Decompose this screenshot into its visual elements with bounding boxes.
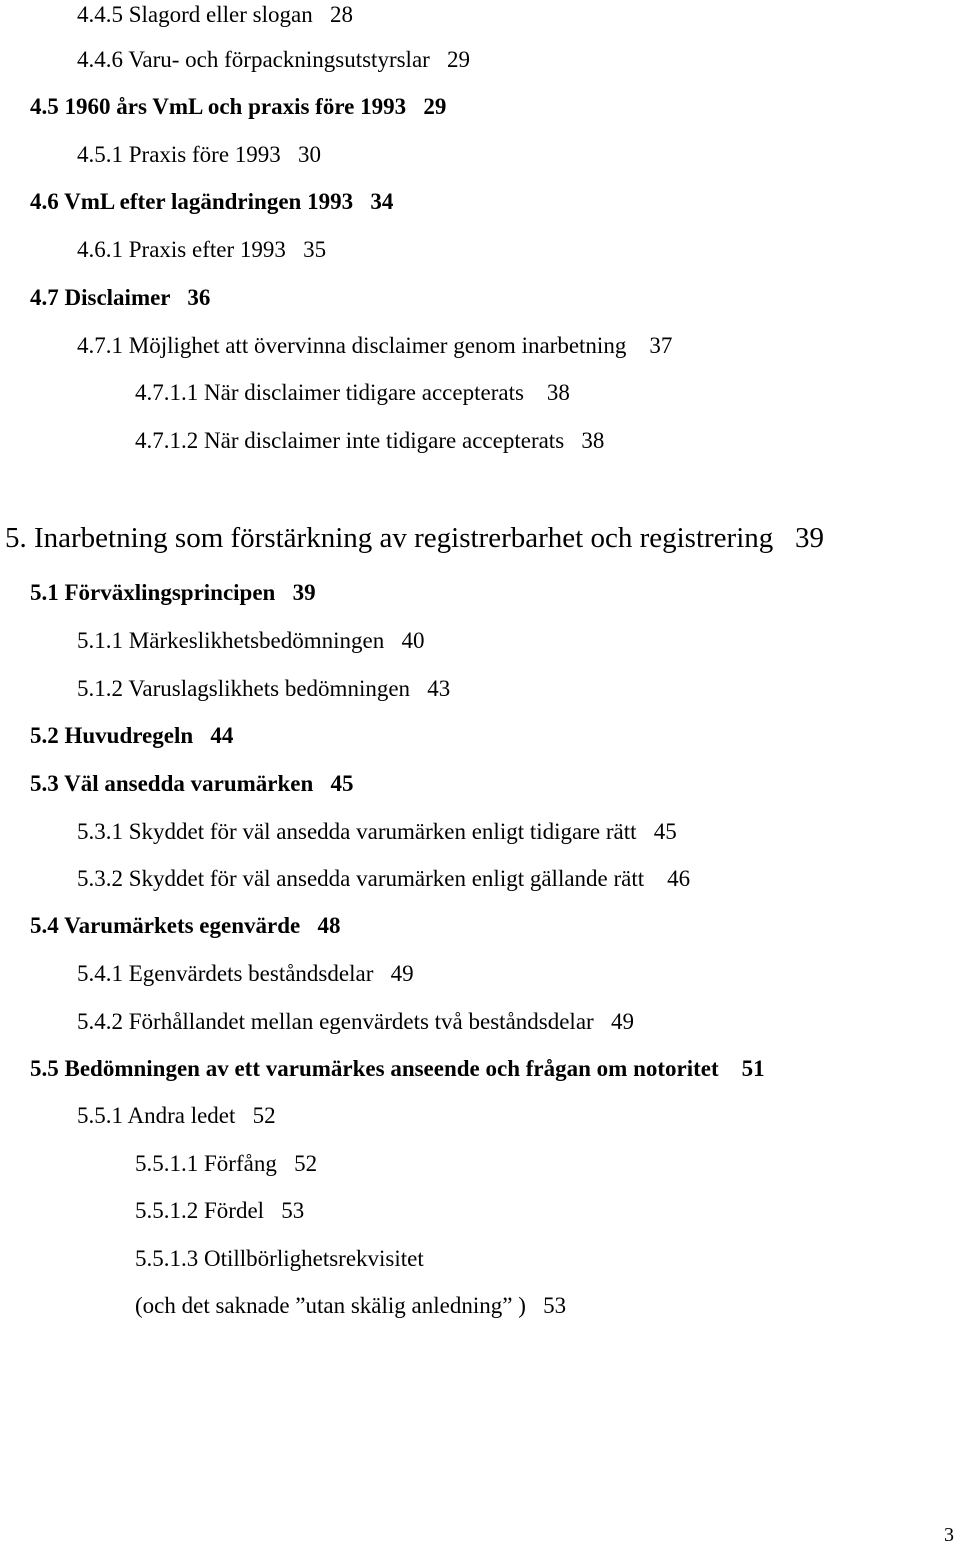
toc-entry: 4.4.5 Slagord eller slogan 28 — [77, 2, 353, 27]
toc-chapter: 5. Inarbetning som förstärkning av registrerbarhet och registrering 39 — [5, 522, 824, 554]
toc-entry: 5.5.1.1 Förfång 52 — [135, 1151, 318, 1176]
toc-entry: 5.5.1.2 Fördel 53 — [135, 1198, 305, 1223]
toc-entry: 4.7 Disclaimer 36 — [30, 285, 211, 310]
toc-entry: 5.3.1 Skyddet för väl ansedda varumärken enligt tidigare rätt 45 — [77, 819, 677, 844]
toc-entry: 4.7.1.1 När disclaimer tidigare accepterats 38 — [135, 380, 570, 405]
toc-entry: 5.5.1 Andra ledet 52 — [77, 1103, 276, 1128]
toc-entry: 5.1.2 Varuslagslikhets bedömningen 43 — [77, 676, 451, 701]
toc-entry: 5.4.1 Egenvärdets beståndsdelar 49 — [77, 961, 414, 986]
toc-entry: 4.6.1 Praxis efter 1993 35 — [77, 237, 327, 262]
toc-entry: (och det saknade ”utan skälig anledning” ) 53 — [135, 1293, 567, 1318]
toc-entry: 5.5.1.3 Otillbörlighetsrekvisitet — [135, 1246, 424, 1271]
toc-entry: 4.5.1 Praxis före 1993 30 — [77, 142, 322, 167]
toc-entry: 4.5 1960 års VmL och praxis före 1993 29 — [30, 94, 447, 119]
page-number: 3 — [944, 1524, 954, 1546]
toc-entry: 5.2 Huvudregeln 44 — [30, 723, 234, 748]
toc-entry: 4.7.1 Möjlighet att övervinna disclaimer genom inarbetning 37 — [77, 333, 673, 358]
toc-entry: 5.3.2 Skyddet för väl ansedda varumärken enligt gällande rätt 46 — [77, 866, 691, 891]
toc-entry: 5.4.2 Förhållandet mellan egenvärdets två beståndsdelar 49 — [77, 1009, 634, 1034]
toc-entry: 5.3 Väl ansedda varumärken 45 — [30, 771, 354, 796]
toc-entry: 5.4 Varumärkets egenvärde 48 — [30, 913, 341, 938]
toc-entry: 4.6 VmL efter lagändringen 1993 34 — [30, 189, 394, 214]
toc-entry: 5.1.1 Märkeslikhetsbedömningen 40 — [77, 628, 425, 653]
toc-entry: 5.5 Bedömningen av ett varumärkes anseende och frågan om notoritet 51 — [30, 1056, 765, 1081]
toc-entry: 4.7.1.2 När disclaimer inte tidigare accepterats 38 — [135, 428, 605, 453]
toc-entry: 5.1 Förväxlingsprincipen 39 — [30, 580, 316, 605]
toc-entry: 4.4.6 Varu- och förpackningsutstyrslar 29 — [77, 47, 471, 72]
